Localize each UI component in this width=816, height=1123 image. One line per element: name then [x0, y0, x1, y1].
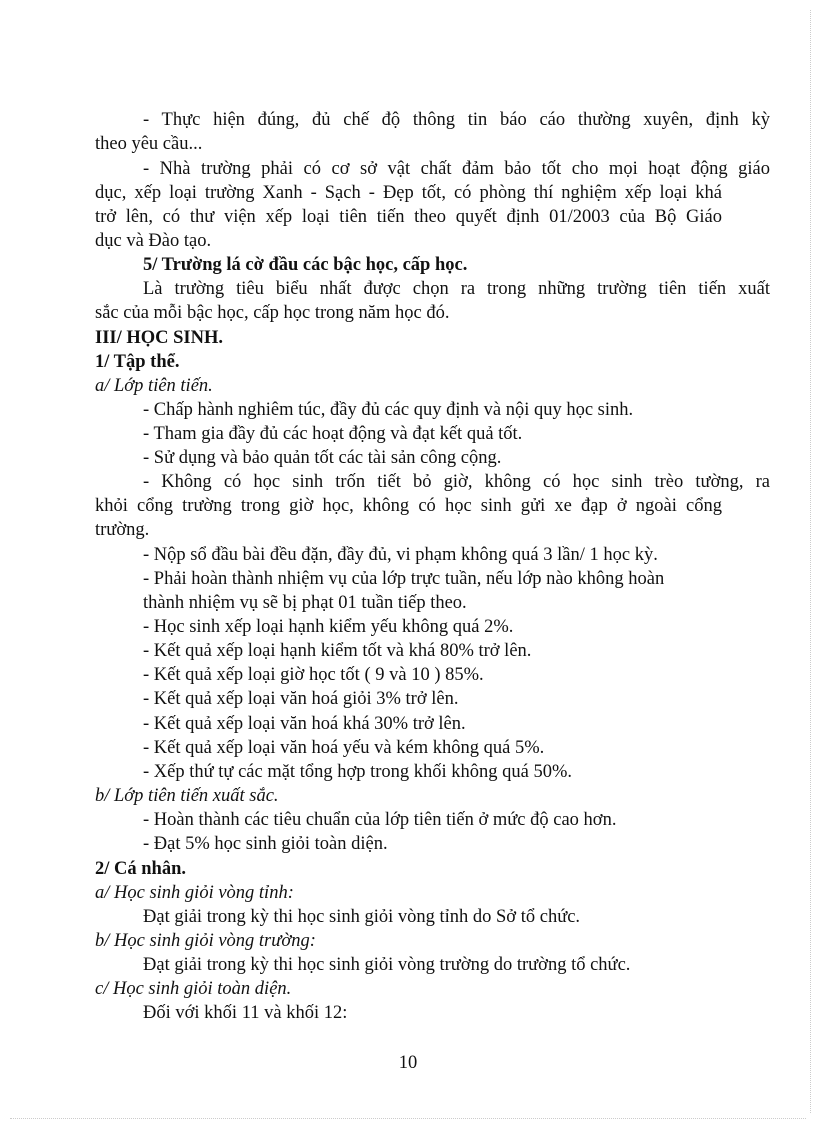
paragraph-line: Đạt giải trong kỳ thi học sinh giỏi vòng trường do trường tổ chức.	[143, 955, 631, 975]
section-heading: III/ HỌC SINH.	[95, 328, 223, 348]
paragraph-line: dục và Đào tạo.	[95, 231, 212, 251]
bullet-line: - Phải hoàn thành nhiệm vụ của lớp trực tuần, nếu lớp nào không hoàn	[143, 569, 665, 589]
paragraph-line: thành nhiệm vụ sẽ bị phạt 01 tuần tiếp theo.	[143, 593, 467, 613]
bullet-line: - Sử dụng và bảo quản tốt các tài sản công cộng.	[143, 448, 502, 468]
item-heading: c/ Học sinh giỏi toàn diện.	[95, 979, 292, 999]
bullet-line: - Xếp thứ tự các mặt tổng hợp trong khối không quá 50%.	[143, 762, 573, 782]
bullet-line: - Kết quả xếp loại hạnh kiểm tốt và khá 80% trở lên.	[143, 641, 532, 661]
paragraph-line: theo yêu cầu...	[95, 134, 203, 154]
paragraph-line: sắc của mỗi bậc học, cấp học trong năm học đó.	[95, 303, 450, 323]
paragraph-line: Đạt giải trong kỳ thi học sinh giỏi vòng tỉnh do Sở tổ chức.	[143, 907, 581, 927]
page-number: 10	[398, 1053, 418, 1073]
bullet-line: - Tham gia đầy đủ các hoạt động và đạt kết quả tốt.	[143, 424, 523, 444]
bullet-line: - Kết quả xếp loại giờ học tốt ( 9 và 10 ) 85%.	[143, 665, 484, 685]
subsection-heading: 1/ Tập thể.	[95, 352, 180, 372]
bullet-line: - Không có học sinh trốn tiết bỏ giờ, không có học sinh trèo tường, ra	[143, 472, 770, 492]
bullet-line: - Đạt 5% học sinh giỏi toàn diện.	[143, 834, 388, 854]
paragraph-line: Đối với khối 11 và khối 12:	[143, 1003, 348, 1023]
bullet-line: - Kết quả xếp loại văn hoá yếu và kém không quá 5%.	[143, 738, 545, 758]
item-heading: b/ Học sinh giỏi vòng trường:	[95, 931, 316, 951]
bullet-line: - Chấp hành nghiêm túc, đầy đủ các quy định và nội quy học sinh.	[143, 400, 634, 420]
paragraph-line: - Nhà trường phải có cơ sở vật chất đảm bảo tốt cho mọi hoạt động giáo	[143, 159, 770, 179]
paragraph-line: khỏi cổng trường trong giờ học, không có học sinh gửi xe đạp ở ngoài cổng	[95, 496, 722, 516]
section-heading: 5/ Trường lá cờ đầu các bậc học, cấp học.	[143, 255, 468, 275]
bullet-line: - Kết quả xếp loại văn hoá khá 30% trở lên.	[143, 714, 466, 734]
item-heading: a/ Lớp tiên tiến.	[95, 376, 213, 396]
bullet-line: - Kết quả xếp loại văn hoá giỏi 3% trở lên.	[143, 689, 459, 709]
paragraph-line: dục, xếp loại trường Xanh - Sạch - Đẹp tốt, có phòng thí nghiệm xếp loại khá	[95, 183, 722, 203]
paragraph-line: trường.	[95, 520, 150, 540]
item-heading: a/ Học sinh giỏi vòng tỉnh:	[95, 883, 294, 903]
subsection-heading: 2/ Cá nhân.	[95, 859, 186, 879]
paragraph-line: Là trường tiêu biểu nhất được chọn ra trong những trường tiên tiến xuất	[143, 279, 770, 299]
paragraph-line: - Thực hiện đúng, đủ chế độ thông tin báo cáo thường xuyên, định kỳ	[143, 110, 770, 130]
page-border-bottom	[10, 1118, 806, 1119]
paragraph-line: trở lên, có thư viện xếp loại tiên tiến theo quyết định 01/2003 của Bộ Giáo	[95, 207, 722, 227]
item-heading: b/ Lớp tiên tiến xuất sắc.	[95, 786, 279, 806]
bullet-line: - Học sinh xếp loại hạnh kiểm yếu không quá 2%.	[143, 617, 514, 637]
page-border-right	[810, 10, 811, 1113]
bullet-line: - Nộp sổ đầu bài đều đặn, đầy đủ, vi phạm không quá 3 lần/ 1 học kỳ.	[143, 545, 658, 565]
bullet-line: - Hoàn thành các tiêu chuẩn của lớp tiên tiến ở mức độ cao hơn.	[143, 810, 617, 830]
